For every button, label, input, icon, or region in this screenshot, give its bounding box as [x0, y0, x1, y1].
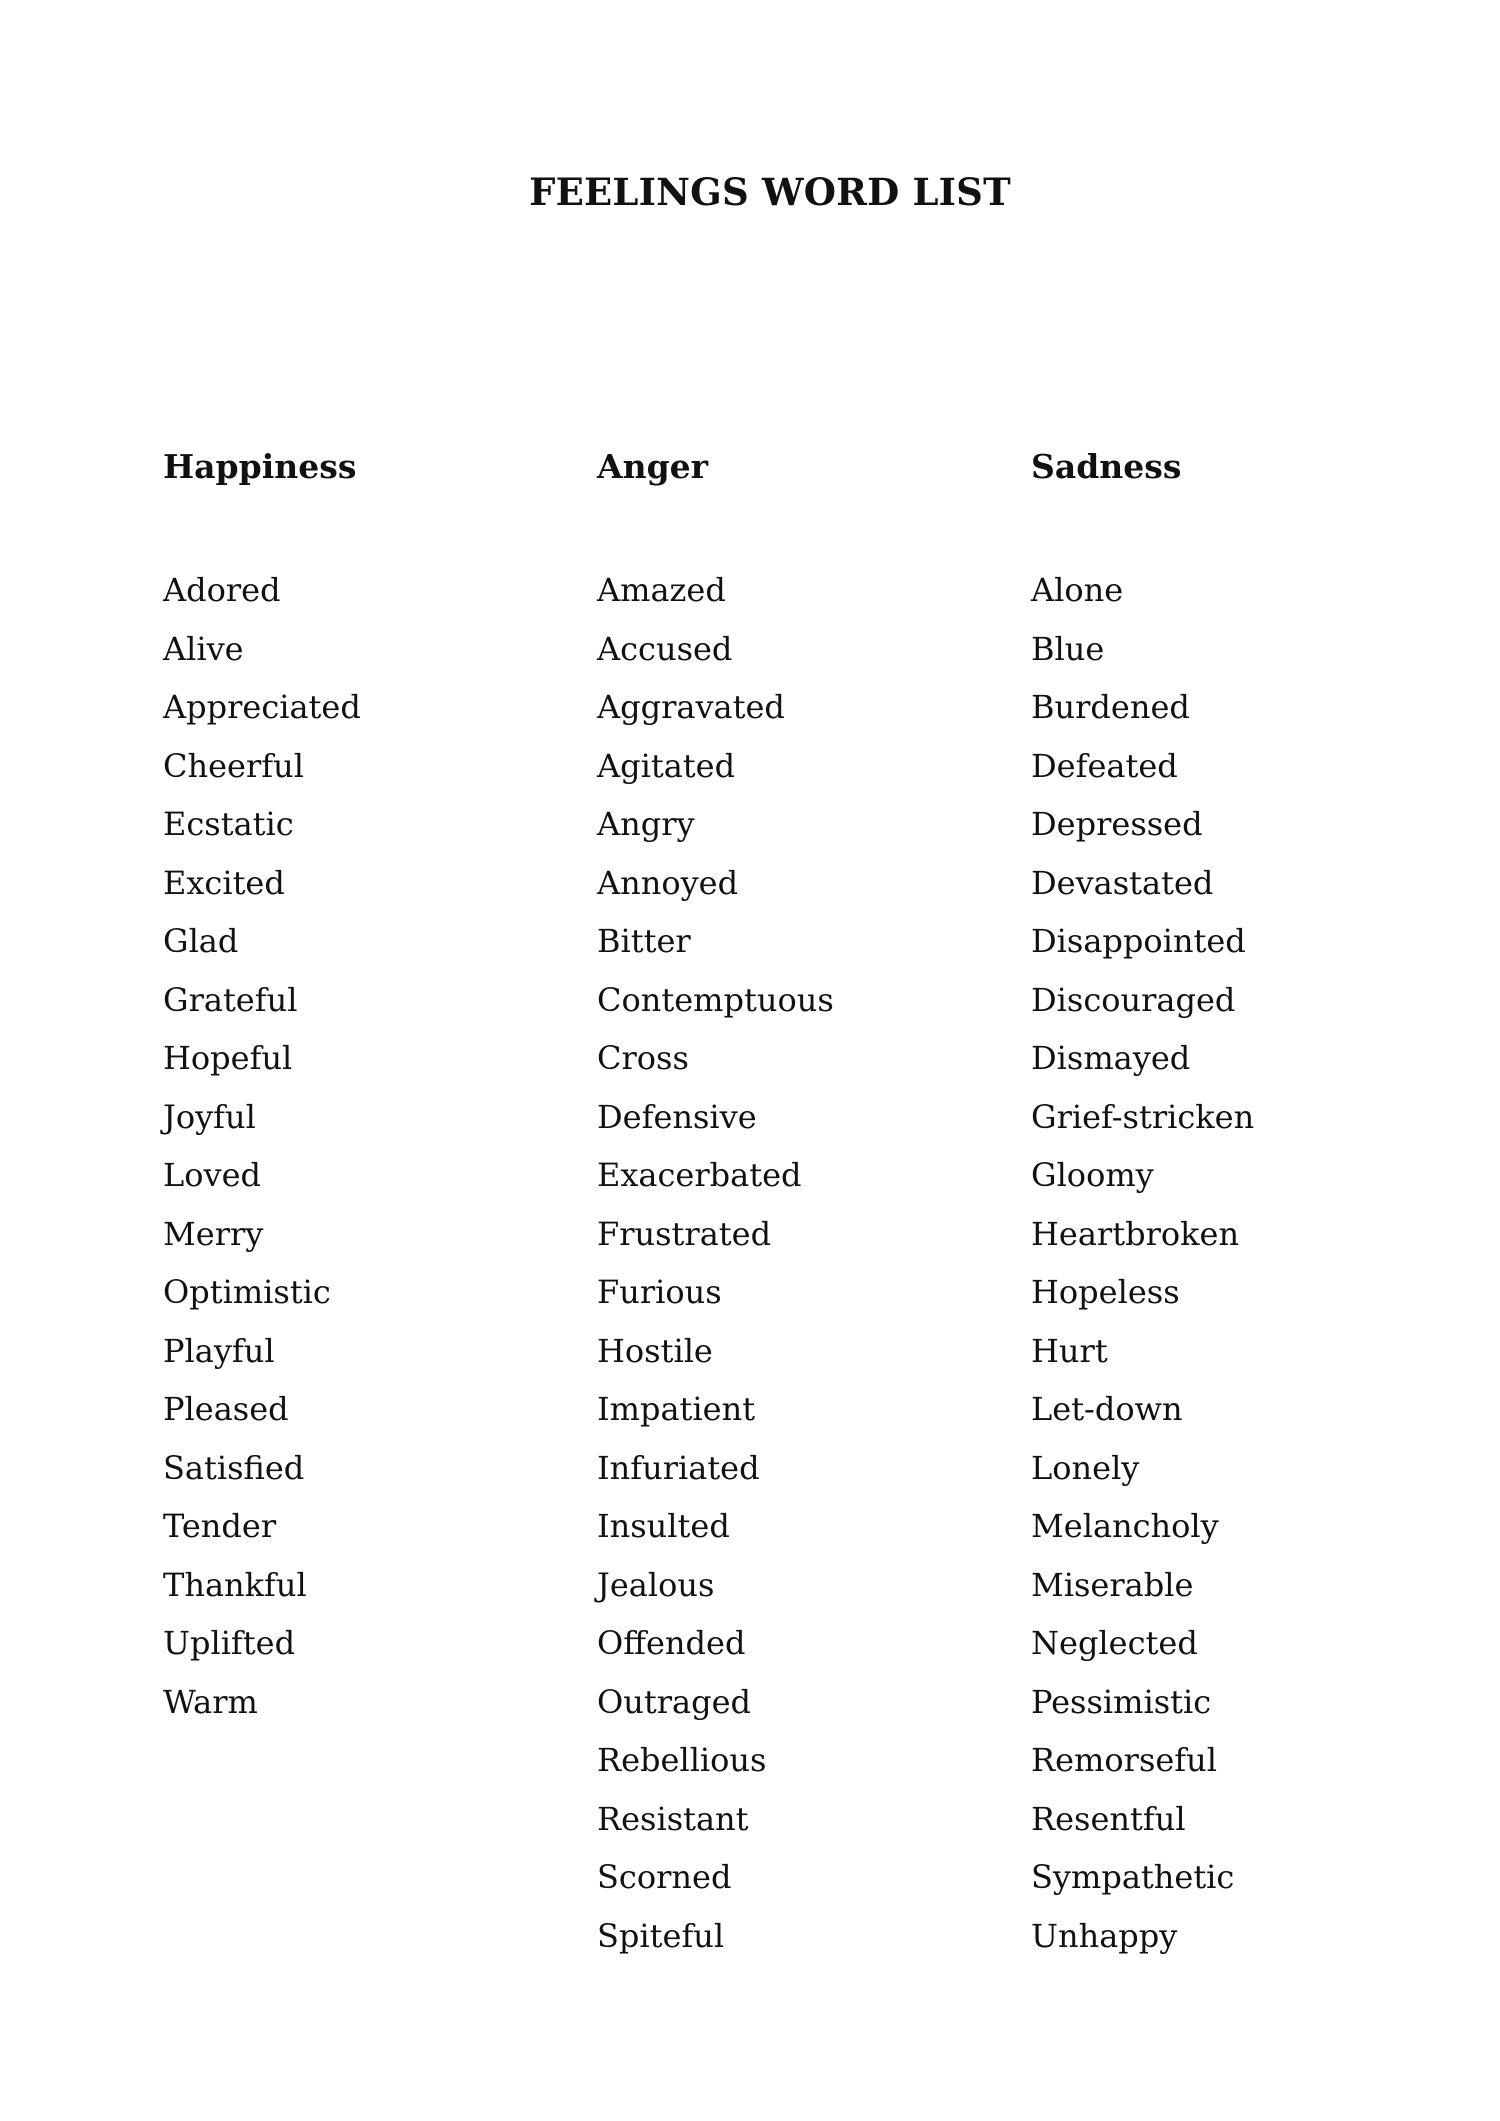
list-item: Hostile: [597, 1331, 713, 1370]
list-item: Miserable: [1031, 1565, 1194, 1604]
list-item: Cross: [597, 1039, 689, 1077]
list-item: Impatient: [597, 1390, 756, 1428]
list-item: Exacerbated: [597, 1156, 802, 1194]
list-item: Hopeless: [1031, 1273, 1180, 1311]
column-header-sadness: Sadness: [1031, 447, 1182, 486]
list-item: Alive: [163, 629, 244, 668]
list-item: Pessimistic: [1031, 1682, 1212, 1721]
page-title: FEELINGS WORD LIST: [529, 170, 1011, 214]
word-list-sadness: [1031, 561, 1451, 1965]
list-item: Merry: [163, 1214, 264, 1253]
column-sadness: [1031, 445, 1451, 1965]
list-item: Dismayed: [1031, 1039, 1191, 1077]
list-item: Contemptuous: [597, 980, 834, 1019]
list-item: Agitated: [597, 746, 736, 785]
list-item: Joyful: [163, 1097, 256, 1136]
list-item: Let-down: [1031, 1390, 1183, 1428]
word-list-happiness: [163, 561, 583, 1731]
list-item: Tender: [163, 1507, 277, 1545]
column-happiness: [163, 445, 583, 1731]
list-item: Blue: [1031, 629, 1105, 668]
list-item: Loved: [163, 1156, 262, 1194]
column-anger: [597, 445, 1017, 1965]
list-item: Lonely: [1031, 1448, 1140, 1487]
list-item: Frustrated: [597, 1214, 772, 1253]
list-item: Spiteful: [597, 1916, 725, 1955]
column-header-happiness: Happiness: [163, 447, 357, 486]
column-header-anger: Anger: [597, 447, 709, 486]
list-item: Insulted: [597, 1507, 730, 1545]
list-item: Resistant: [597, 1799, 749, 1838]
list-item: Cheerful: [163, 746, 304, 785]
list-item: Appreciated: [163, 688, 361, 726]
list-item: Grief-stricken: [1031, 1097, 1255, 1136]
list-item: Resentful: [1031, 1799, 1186, 1838]
list-item: Accused: [597, 629, 733, 668]
list-item: Outraged: [597, 1682, 751, 1721]
list-item: Annoyed: [597, 863, 739, 902]
list-item: Alone: [1031, 571, 1124, 609]
list-item: Unhappy: [1031, 1916, 1178, 1955]
list-item: Warm: [163, 1682, 258, 1721]
list-item: Gloomy: [1031, 1156, 1154, 1194]
list-item: Hurt: [1031, 1331, 1108, 1370]
word-list-anger: [597, 561, 1017, 1965]
list-item: Amazed: [597, 571, 726, 609]
list-item: Offended: [597, 1624, 746, 1662]
list-item: Optimistic: [163, 1273, 331, 1311]
list-item: Devastated: [1031, 863, 1214, 902]
list-item: Playful: [163, 1331, 275, 1370]
list-item: Furious: [597, 1273, 722, 1311]
list-item: Bitter: [597, 922, 691, 960]
list-item: Defeated: [1031, 746, 1178, 785]
list-item: Uplifted: [163, 1624, 296, 1662]
list-item: Scorned: [597, 1858, 732, 1896]
list-item: Satisfied: [163, 1448, 305, 1487]
list-item: Sympathetic: [1031, 1858, 1235, 1896]
list-item: Angry: [597, 805, 695, 843]
list-item: Disappointed: [1031, 922, 1246, 960]
list-item: Depressed: [1031, 805, 1203, 843]
list-item: Grateful: [163, 980, 298, 1019]
list-item: Hopeful: [163, 1039, 293, 1077]
list-item: Thankful: [163, 1565, 307, 1604]
list-item: Glad: [163, 922, 239, 960]
list-item: Infuriated: [597, 1448, 760, 1487]
list-item: Ecstatic: [163, 805, 294, 843]
list-item: Excited: [163, 863, 285, 902]
list-item: Neglected: [1031, 1624, 1198, 1662]
list-item: Remorseful: [1031, 1741, 1217, 1779]
list-item: Jealous: [597, 1565, 715, 1604]
list-item: Heartbroken: [1031, 1214, 1240, 1253]
list-item: Discouraged: [1031, 980, 1236, 1019]
list-item: Aggravated: [597, 688, 785, 726]
list-item: Burdened: [1031, 688, 1190, 726]
list-item: Melancholy: [1031, 1507, 1219, 1545]
list-item: Rebellious: [597, 1741, 767, 1779]
list-item: Adored: [163, 571, 281, 609]
list-item: Defensive: [597, 1097, 757, 1136]
list-item: Pleased: [163, 1390, 289, 1428]
